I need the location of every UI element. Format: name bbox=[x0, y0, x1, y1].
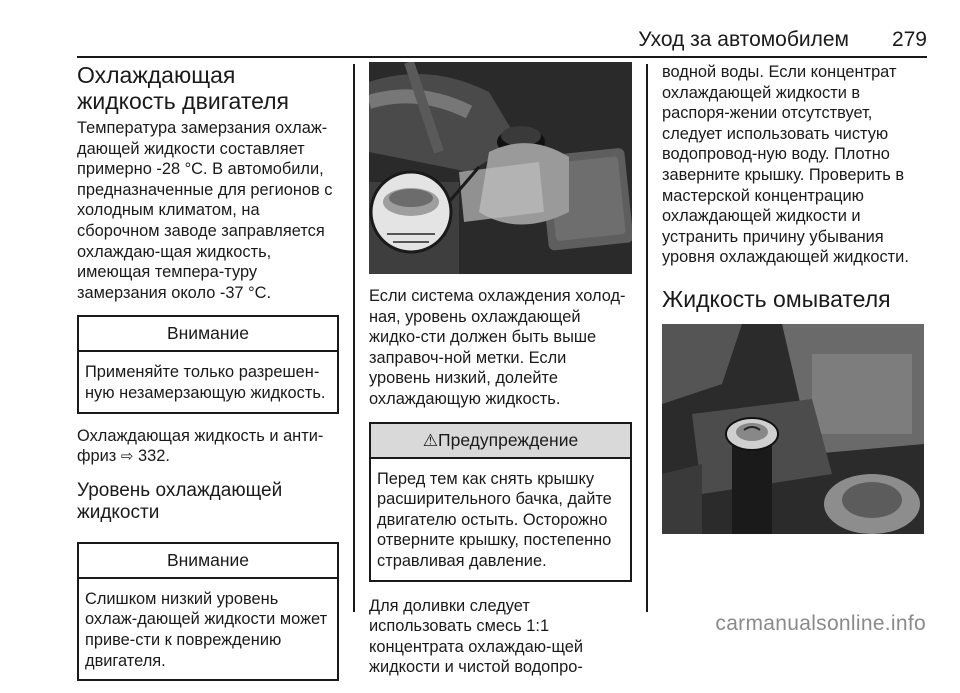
section-heading-washer: Жидкость омывателя bbox=[662, 285, 891, 312]
washer-illustration bbox=[662, 324, 924, 534]
notice-text: Слишком низкий уровень охлаж-дающей жидкости может приве-сти к повреждению двигателя. bbox=[85, 589, 328, 670]
body-text bbox=[77, 426, 339, 468]
body-text: Если система охлаждения холод-ная, уровень охлаждающей жидко-сти должен быть выше заправоч-ной метки. Если уровень низкий, долейте охлаждающую жидкость. bbox=[369, 287, 626, 408]
page-reference-link[interactable]: 332. bbox=[137, 447, 170, 466]
warning-title: Предупреждение bbox=[438, 429, 579, 450]
subheading-coolant-level: Уровень охлаждающей жидкости bbox=[77, 479, 283, 523]
coolant-reservoir-photo bbox=[369, 62, 632, 274]
engine-bay-illustration bbox=[369, 62, 632, 274]
column-divider bbox=[646, 64, 648, 612]
warning-triangle-icon: ⚠ bbox=[422, 430, 439, 450]
notice-title: Внимание bbox=[79, 317, 337, 352]
column-middle bbox=[369, 62, 632, 688]
notice-box bbox=[77, 315, 339, 413]
column-divider bbox=[353, 64, 355, 612]
body-text: водной воды. Если концентрат охлаждающей жидкости в распоря-жении отсутствует, следует использовать чистую водопровод-ную воду. Плотно заверните крышку. Проверить в мастерской концентрацию охлаждающей жидкости и устранить причину убывания уровня охлаждающей жидкости. bbox=[662, 63, 909, 267]
watermark: carmanualsonline.info bbox=[715, 612, 926, 635]
notice-title: Внимание bbox=[79, 544, 337, 579]
column-right bbox=[662, 62, 924, 534]
section-heading-coolant: Охлаждающая жидкость двигателя bbox=[77, 62, 290, 114]
warning-header bbox=[371, 424, 630, 459]
body-text: Температура замерзания охлаж-дающей жидкости составляет примерно -28 °C. В автомобили, предназначенные для регионов с холодным климатом, на сборочном заводе заправляется охлаждаю-щая жидкость, имеющая темпера-туру замерзания около -37 °C. bbox=[77, 119, 333, 302]
notice-text: Применяйте только разрешен-ную незамерзающую жидкость. bbox=[85, 363, 326, 402]
column-left bbox=[77, 62, 339, 693]
page-number: 279 bbox=[891, 28, 927, 51]
warning-box bbox=[369, 422, 632, 582]
body-text: Для доливки следует использовать смесь 1:1 концентрата охлаждаю-щей жидкости и чистой водопро- bbox=[369, 596, 584, 677]
antifreeze-text: Охлаждающая жидкость и анти-фриз bbox=[77, 426, 324, 466]
warning-text: Перед тем как снять крышку расширительного бачка, дайте двигателю остыть. Осторожно отверните крышку, постепенно стравливая давление. bbox=[377, 469, 612, 570]
washer-reservoir-photo bbox=[662, 324, 924, 534]
chapter-title: Уход за автомобилем bbox=[638, 28, 849, 51]
notice-box bbox=[77, 542, 339, 681]
page-reference-icon[interactable]: ⇨ bbox=[120, 448, 134, 466]
page-header bbox=[77, 26, 927, 58]
